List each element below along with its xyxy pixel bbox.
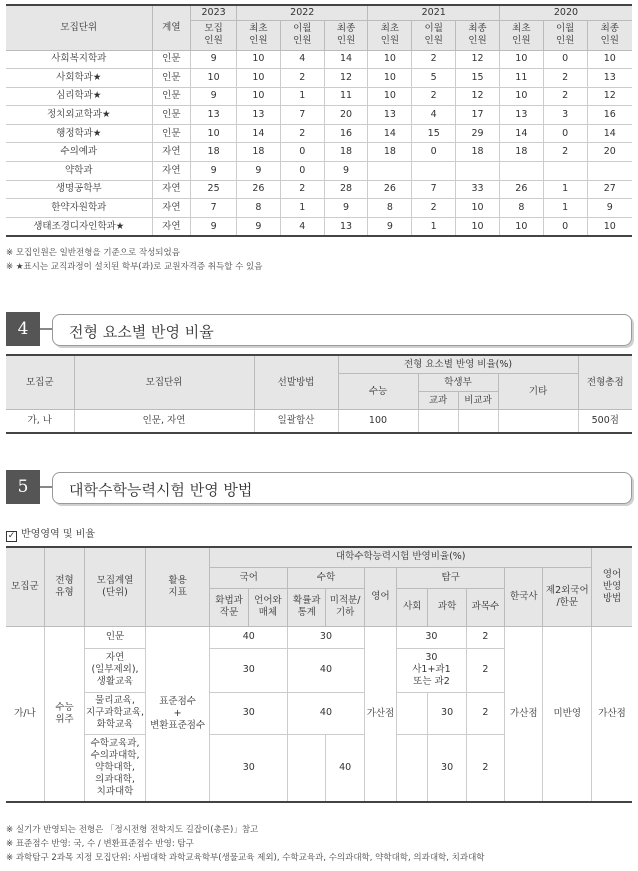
table-row [6, 124, 632, 143]
cell-final-2020: 10 [587, 50, 632, 69]
cell-initial-2022: 8 [237, 199, 281, 218]
cell-carryover-2020: 3 [543, 106, 587, 125]
cell-series: 자연 [152, 143, 191, 162]
cell-final-2021: 10 [456, 199, 500, 218]
cell-carryover-2020: 0 [543, 50, 587, 69]
cell-initial-2021: 10 [368, 50, 412, 69]
cell-eng-method: 가산점 [592, 626, 632, 802]
cell-final-2020: 10 [587, 217, 632, 236]
cell-type: 수능 위주 [44, 626, 84, 802]
cell-final-2021: 12 [456, 50, 500, 69]
cell-carryover-2020 [543, 162, 587, 181]
cell-science: 30 [428, 734, 466, 802]
header-subject: 교과 [418, 392, 458, 410]
cell-carryover-2022: 2 [280, 69, 324, 88]
cell-final-2022: 16 [324, 124, 368, 143]
table-row [6, 69, 632, 88]
cell-carryover-2020: 2 [543, 69, 587, 88]
cell-carryover-2022: 2 [280, 124, 324, 143]
header-nonsubject: 비교과 [458, 392, 498, 410]
cell-carryover-2022: 7 [280, 106, 324, 125]
cell-quota-2023: 9 [191, 50, 237, 69]
cell-initial-2022: 18 [237, 143, 281, 162]
cell-foreign: 미반영 [543, 626, 592, 802]
cell-method: 일괄합산 [254, 410, 338, 434]
cell-initial-2022: 14 [237, 124, 281, 143]
section-title-box [52, 472, 632, 504]
cell-unit: 수의예과 [6, 143, 152, 162]
cell-quota-2023: 9 [191, 162, 237, 181]
section-connector [40, 328, 52, 330]
header-kor-speech: 화법과 작문 [210, 588, 248, 626]
cell-quota-2023: 10 [191, 69, 237, 88]
cell-final-2021: 18 [456, 143, 500, 162]
table-row [6, 180, 632, 199]
cell-series: 인문 [152, 69, 191, 88]
cell-final-2021: 33 [456, 180, 500, 199]
cell-final-2020: 27 [587, 180, 632, 199]
cell-initial-2020: 10 [499, 50, 543, 69]
header-unit: 모집단위 [6, 5, 152, 50]
section-5-header [6, 470, 632, 504]
cell-total: 500점 [578, 410, 632, 434]
cell-korean: 40 [210, 626, 288, 648]
cell-initial-2022: 9 [237, 217, 281, 236]
cell-initial-2021: 8 [368, 199, 412, 218]
cell-final-2021: 29 [456, 124, 500, 143]
cell-inquiry: 30 [397, 626, 467, 648]
header-math-calc: 미적분/ 기하 [326, 588, 364, 626]
header-year-2020: 2020 [499, 5, 632, 20]
cell-initial-2020 [499, 162, 543, 181]
cell-initial-2021: 10 [368, 87, 412, 106]
cell-quota-2023: 13 [191, 106, 237, 125]
cell-initial-2022: 9 [237, 162, 281, 181]
cell-quota-2023: 9 [191, 87, 237, 106]
cell-carryover-2020: 1 [543, 180, 587, 199]
cell-unit: 사회학과★ [6, 69, 152, 88]
table-row [6, 106, 632, 125]
cell-series: 자연 [152, 217, 191, 236]
table-row [6, 626, 632, 648]
cell-initial-2022: 10 [237, 87, 281, 106]
table-row [6, 217, 632, 236]
cell-carryover-2021: 5 [412, 69, 456, 88]
section-title: 전형 요소별 반영 비율 [69, 323, 214, 341]
cell-math: 40 [288, 692, 365, 734]
cell-unit: 한약자원학과 [6, 199, 152, 218]
cell-unit: 약학과 [6, 162, 152, 181]
cell-final-2022: 13 [324, 217, 368, 236]
cell-initial-2021 [368, 162, 412, 181]
cell-initial-2022: 13 [237, 106, 281, 125]
cell-series: 인문 [152, 50, 191, 69]
cell-nonsubject [458, 410, 498, 434]
cell-unit: 인문 [85, 626, 146, 648]
cell-unit: 생명공학부 [6, 180, 152, 199]
header-english: 영어 [364, 567, 396, 626]
cell-final-2021: 15 [456, 69, 500, 88]
cell-final-2022: 9 [324, 199, 368, 218]
cell-series: 자연 [152, 199, 191, 218]
cell-suneung: 100 [338, 410, 418, 434]
header-group: 모집군 [6, 355, 74, 410]
cell-social [397, 734, 428, 802]
cell-count: 2 [466, 692, 504, 734]
cell-final-2022: 18 [324, 143, 368, 162]
cell-initial-2020: 18 [499, 143, 543, 162]
header-korean: 국어 [210, 567, 288, 588]
cell-math: 40 [288, 648, 365, 692]
cell-final-2020: 16 [587, 106, 632, 125]
cell-unit: 심리학과★ [6, 87, 152, 106]
cell-carryover-2021: 1 [412, 217, 456, 236]
note-science-two: ※ 과학탐구 2과목 지정 모집단위: 사범대학 과학교육학부(생물교육 제외), 수학교육과, 수의과대학, 약학대학, 의과대학, 치과대학 [6, 853, 485, 863]
cell-count: 2 [466, 734, 504, 802]
admissions-history-table [6, 4, 632, 237]
cell-carryover-2021: 2 [412, 87, 456, 106]
cell-initial-2020: 10 [499, 87, 543, 106]
header-final: 최종 인원 [587, 20, 632, 50]
header-index: 활용 지표 [145, 547, 210, 626]
header-final: 최종 인원 [324, 20, 368, 50]
header-history: 한국사 [505, 567, 543, 626]
cell-initial-2022: 10 [237, 50, 281, 69]
cell-group: 가, 나 [6, 410, 74, 434]
header-count: 과목수 [466, 588, 504, 626]
cell-carryover-2021: 15 [412, 124, 456, 143]
header-group: 모집군 [6, 547, 44, 626]
cell-initial-2021: 14 [368, 124, 412, 143]
cell-initial-2021: 9 [368, 217, 412, 236]
cell-quota-2023: 25 [191, 180, 237, 199]
admissions-history-body [6, 50, 632, 236]
cell-carryover-2020: 2 [543, 143, 587, 162]
cell-math-prob [288, 734, 326, 802]
cell-math: 30 [288, 626, 365, 648]
header-type: 전형 유형 [44, 547, 84, 626]
section-title: 대학수학능력시험 반영 방법 [69, 481, 253, 499]
cell-group: 가/나 [6, 626, 44, 802]
cell-carryover-2022: 2 [280, 180, 324, 199]
cell-index: 표준점수 + 변환표준점수 [145, 626, 210, 802]
cell-carryover-2020: 1 [543, 199, 587, 218]
cell-etc [498, 410, 578, 434]
cell-series: 자연 [152, 162, 191, 181]
header-quota: 모집 인원 [191, 20, 237, 50]
header-method: 선발방법 [254, 355, 338, 410]
cell-unit: 정치외교학과★ [6, 106, 152, 125]
header-total: 전형총점 [578, 355, 632, 410]
cell-english: 가산점 [364, 626, 396, 802]
cell-final-2022: 9 [324, 162, 368, 181]
cell-carryover-2022: 4 [280, 217, 324, 236]
cell-final-2020: 13 [587, 69, 632, 88]
suneung-ratio-table [6, 546, 632, 803]
note-practical: ※ 실기가 반영되는 전형은 「정시전형 전학지도 길잡이(총론)」참고 [6, 825, 259, 835]
cell-initial-2021: 26 [368, 180, 412, 199]
cell-final-2020: 9 [587, 199, 632, 218]
cell-series: 인문 [152, 124, 191, 143]
cell-carryover-2022: 4 [280, 50, 324, 69]
cell-carryover-2022: 0 [280, 162, 324, 181]
cell-carryover-2020: 2 [543, 87, 587, 106]
cell-final-2022: 28 [324, 180, 368, 199]
cell-series: 자연 [152, 180, 191, 199]
table-row [6, 143, 632, 162]
checkbox-icon: ✓ [7, 531, 16, 541]
table-row [6, 410, 632, 434]
cell-carryover-2020: 0 [543, 217, 587, 236]
cell-unit: 사회복지학과 [6, 50, 152, 69]
cell-korean: 30 [210, 648, 288, 692]
subsection-title [6, 525, 95, 542]
cell-inquiry: 30 사1+과1 또는 과2 [397, 648, 467, 692]
header-kor-language: 언어와 매체 [248, 588, 287, 626]
header-carryover: 이월 인원 [412, 20, 456, 50]
cell-quota-2023: 10 [191, 124, 237, 143]
cell-math-calc: 40 [326, 734, 364, 802]
cell-unit: 물리교육, 지구과학교육, 화학교육 [85, 692, 146, 734]
table1-notes [6, 246, 262, 274]
cell-initial-2020: 8 [499, 199, 543, 218]
cell-quota-2023: 7 [191, 199, 237, 218]
cell-final-2020: 12 [587, 87, 632, 106]
cell-final-2020: 14 [587, 124, 632, 143]
header-initial: 최초 인원 [499, 20, 543, 50]
cell-unit: 행정학과★ [6, 124, 152, 143]
cell-initial-2020: 14 [499, 124, 543, 143]
cell-quota-2023: 9 [191, 217, 237, 236]
cell-carryover-2020: 0 [543, 124, 587, 143]
note-star-teaching: ※ ★표시는 교직과정이 설치된 학부(과)로 교원자격증 취득할 수 있음 [6, 262, 263, 272]
header-suneung: 수능 [338, 374, 418, 410]
cell-initial-2022: 10 [237, 69, 281, 88]
cell-final-2022: 11 [324, 87, 368, 106]
table3-notes [6, 823, 485, 865]
cell-initial-2020: 10 [499, 217, 543, 236]
cell-initial-2021: 18 [368, 143, 412, 162]
cell-korean: 30 [210, 692, 288, 734]
section-title-box [52, 314, 632, 346]
table-row [6, 87, 632, 106]
header-year-2023: 2023 [191, 5, 237, 20]
table-row [6, 162, 632, 181]
cell-initial-2020: 13 [499, 106, 543, 125]
section-4-header [6, 312, 632, 346]
cell-initial-2022: 26 [237, 180, 281, 199]
cell-carryover-2021: 2 [412, 50, 456, 69]
cell-final-2022: 12 [324, 69, 368, 88]
header-school-record: 학생부 [418, 374, 498, 392]
header-science: 과학 [428, 588, 466, 626]
cell-history: 가산점 [505, 626, 543, 802]
subsection-label: 반영영역 및 비율 [21, 529, 95, 540]
cell-unit: 생태조경디자인학과★ [6, 217, 152, 236]
section-number: 5 [6, 470, 40, 504]
cell-unit: 인문, 자연 [74, 410, 254, 434]
table-row [6, 199, 632, 218]
note-quota-basis: ※ 모집인원은 일반전형을 기준으로 작성되었음 [6, 248, 180, 258]
cell-science: 30 [428, 692, 466, 734]
cell-carryover-2022: 0 [280, 143, 324, 162]
header-series: 계열 [152, 5, 191, 50]
cell-korean: 30 [210, 734, 288, 802]
cell-quota-2023: 18 [191, 143, 237, 162]
note-standard-score: ※ 표준점수 반영: 국, 수 / 변환표준점수 반영: 탐구 [6, 839, 194, 849]
cell-initial-2021: 10 [368, 69, 412, 88]
cell-final-2021: 12 [456, 87, 500, 106]
header-unit: 모집단위 [74, 355, 254, 410]
header-social: 사회 [397, 588, 428, 626]
header-ratio: 대학수학능력시험 반영비율(%) [210, 547, 592, 567]
cell-final-2021: 17 [456, 106, 500, 125]
cell-initial-2020: 11 [499, 69, 543, 88]
header-inquiry: 탐구 [397, 567, 505, 588]
cell-initial-2021: 13 [368, 106, 412, 125]
header-carryover: 이월 인원 [543, 20, 587, 50]
cell-unit: 자연 (일부제외), 생활교육 [85, 648, 146, 692]
cell-count: 2 [466, 648, 504, 692]
cell-unit: 수학교육과, 수의과대학, 약학대학, 의과대학, 치과대학 [85, 734, 146, 802]
cell-carryover-2021: 2 [412, 199, 456, 218]
cell-final-2020: 20 [587, 143, 632, 162]
cell-series: 인문 [152, 87, 191, 106]
header-year-2021: 2021 [368, 5, 499, 20]
cell-carryover-2021: 4 [412, 106, 456, 125]
cell-series: 인문 [152, 106, 191, 125]
cell-social [397, 692, 428, 734]
cell-final-2022: 14 [324, 50, 368, 69]
cell-final-2021 [456, 162, 500, 181]
section-number: 4 [6, 312, 40, 346]
header-final: 최종 인원 [456, 20, 500, 50]
cell-final-2021: 10 [456, 217, 500, 236]
selection-ratio-table [6, 354, 632, 434]
cell-carryover-2021: 7 [412, 180, 456, 199]
cell-carryover-2022: 1 [280, 87, 324, 106]
header-etc: 기타 [498, 374, 578, 410]
cell-carryover-2021 [412, 162, 456, 181]
cell-final-2020 [587, 162, 632, 181]
cell-carryover-2022: 1 [280, 199, 324, 218]
header-unit: 모집계열 (단위) [85, 547, 146, 626]
header-foreign: 제2외국어 /한문 [543, 567, 592, 626]
header-initial: 최초 인원 [368, 20, 412, 50]
section-connector [40, 486, 52, 488]
cell-carryover-2021: 0 [412, 143, 456, 162]
cell-final-2022: 20 [324, 106, 368, 125]
header-initial: 최초 인원 [237, 20, 281, 50]
header-carryover: 이월 인원 [280, 20, 324, 50]
table-row [6, 50, 632, 69]
cell-initial-2020: 26 [499, 180, 543, 199]
header-math-prob: 확률과 통계 [288, 588, 326, 626]
cell-count: 2 [466, 626, 504, 648]
header-eng-method: 영어 반영 방법 [592, 547, 632, 626]
header-ratio: 전형 요소별 반영 비율(%) [338, 355, 578, 374]
cell-subject [418, 410, 458, 434]
header-math: 수학 [288, 567, 365, 588]
header-year-2022: 2022 [237, 5, 368, 20]
